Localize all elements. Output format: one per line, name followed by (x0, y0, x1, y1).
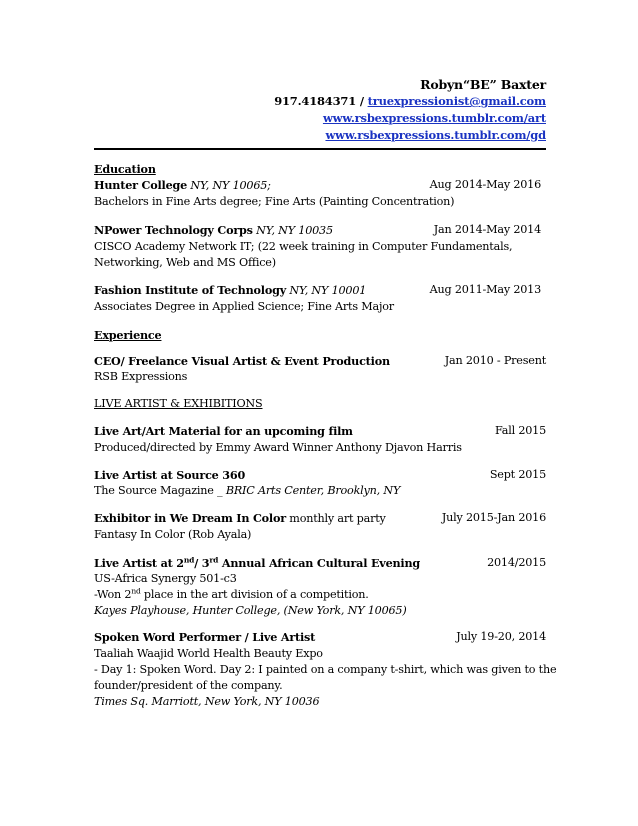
candidate-name: Robyn“BE” Baxter (420, 77, 546, 92)
resume-page (94, 76, 557, 710)
experience-org: RSB Expressions (94, 370, 188, 384)
education-entry-fit (94, 282, 546, 315)
contact-separator: / (356, 94, 368, 108)
education-detail: Bachelors in Fine Arts degree; Fine Arts (Painting Concentration) (94, 195, 455, 209)
experience-detail: Produced/directed by Emmy Award Winner Anthony Djavon Harris (94, 440, 462, 454)
education-institution: Hunter College NY, NY 10065; (94, 178, 271, 193)
experience-location: Kayes Playhouse, Hunter College, (New York, NY 10065) (94, 604, 407, 618)
experience-title: Live Artist at Source 360 (94, 467, 246, 482)
experience-title: Live Art/Art Material for an upcoming film (94, 424, 353, 439)
education-dates: Aug 2014-May 2016 (429, 178, 541, 192)
experience-dates: July 19-20, 2014 (456, 630, 546, 644)
education-entry-hunter (94, 177, 546, 210)
experience-entry-source (94, 467, 546, 499)
experience-heading: Experience (94, 327, 162, 342)
experience-dates: Jan 2010 - Present (444, 353, 546, 367)
experience-detail: The Source Magazine _ BRIC Arts Center, Brooklyn, NY (94, 484, 401, 498)
education-detail: Associates Degree in Applied Science; Fine Arts Major (94, 300, 394, 314)
experience-entry-spoken (94, 629, 557, 710)
experience-entry-ceo (94, 353, 546, 385)
education-dates: Jan 2014-May 2014 (433, 222, 541, 236)
experience-title: Spoken Word Performer / Live Artist (94, 630, 316, 645)
experience-entry-film (94, 423, 546, 455)
education-institution: NPower Technology Corps NY, NY 10035 (94, 222, 333, 237)
experience-title: Exhibitor in We Dream In Color monthly art party (94, 511, 386, 526)
portfolio-link-art[interactable]: www.rsbexpressions.tumblr.com/art (322, 111, 546, 125)
live-artist-subheading: LIVE ARTIST & EXHIBITIONS (94, 397, 263, 411)
experience-detail: Taaliah Waajid World Health Beauty Expo (94, 646, 323, 660)
email-link[interactable]: truexpressionist@gmail.com (367, 94, 546, 108)
education-dates: Aug 2011-May 2013 (429, 283, 541, 297)
experience-location: Times Sq. Marriott, New York, NY 10036 (94, 695, 320, 709)
education-heading: Education (94, 162, 156, 176)
contact-line (94, 93, 546, 110)
experience-dates: July 2015-Jan 2016 (441, 511, 546, 525)
experience-detail: Fantasy In Color (Rob Ayala) (94, 528, 252, 542)
experience-detail: US-Africa Synergy 501-c3 (94, 571, 237, 585)
experience-dates: 2014/2015 (487, 555, 546, 569)
phone-number: 917.4184371 (274, 94, 357, 108)
experience-detail: founder/president of the company. (94, 679, 283, 693)
experience-detail: - Day 1: Spoken Word. Day 2: I painted on a company t-shirt, which was given to the (94, 662, 557, 676)
education-institution: Fashion Institute of Technology NY, NY 10001 (94, 283, 367, 298)
education-detail: Networking, Web and MS Office) (94, 256, 276, 270)
experience-entry-dream (94, 510, 546, 543)
experience-dates: Fall 2015 (494, 424, 546, 438)
experience-title: Live Artist at 2nd/ 3rd Annual African Cultural Evening (94, 554, 421, 570)
portfolio-link-gd[interactable]: www.rsbexpressions.tumblr.com/gd (325, 128, 546, 142)
header-divider (94, 148, 546, 150)
experience-title: CEO/ Freelance Visual Artist & Event Production (94, 353, 390, 368)
experience-detail: -Won 2nd place in the art division of a competition. (94, 586, 369, 602)
education-detail: CISCO Academy Network IT; (22 week training in Computer Fundamentals, (94, 239, 513, 253)
resume-header (94, 76, 546, 144)
experience-dates: Sept 2015 (489, 467, 546, 481)
education-entry-npower (94, 222, 546, 272)
experience-entry-african (94, 555, 546, 620)
